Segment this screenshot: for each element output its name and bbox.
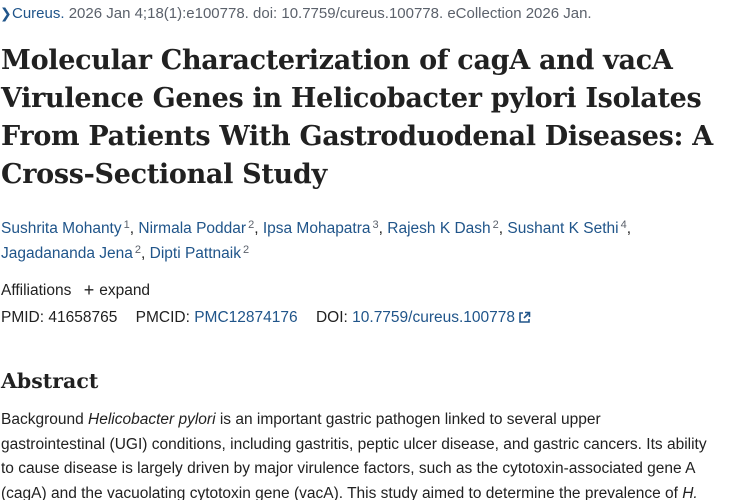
affiliation-ref[interactable]: 1	[123, 219, 130, 231]
doi-link[interactable]	[352, 309, 531, 326]
abstract-text	[1, 408, 750, 500]
doi-value: 10.7759/cureus.100778	[352, 309, 516, 326]
species-abbrev: H.	[682, 484, 698, 500]
affiliation-ref[interactable]: 3	[372, 219, 379, 231]
pmid-label: PMID:	[1, 309, 45, 326]
species-name: Helicobacter pylori	[88, 411, 216, 428]
journal-link[interactable]: Cureus.	[12, 5, 65, 22]
citation-line	[0, 3, 592, 24]
author-link[interactable]: Jagadananda Jena	[1, 245, 133, 262]
authors-list: Sushrita Mohanty $^1$, Nirmala Poddar $^2$, Ipsa Mohapatra $^3$, Rajesh K Dash $^2$, Sushant K Sethi $^4$, Jagadananda Jena $^2$, Dipti Pattnaik $^2$	[1, 219, 632, 262]
affiliations-row	[1, 280, 150, 301]
chevron-right-icon[interactable]: ❯	[0, 5, 12, 21]
abstract-line: gastrointestinal (UGI) conditions, including gastritis, peptic ulcer disease, and gastric cancers. Its ability	[1, 435, 707, 453]
expand-affiliations-button[interactable]	[84, 282, 150, 299]
affiliation-ref[interactable]: 2	[248, 219, 255, 231]
abstract-line: to cause disease is largely driven by major virulence factors, such as the cytotoxin-associated gene A	[1, 460, 696, 477]
author-link[interactable]: Ipsa Mohapatra	[262, 220, 371, 237]
abstract-line: (cagA) and the vacuolating cytotoxin gene (vacA). This study aimed to determine the prevalence of H.	[1, 484, 698, 500]
affiliations-label: Affiliations	[1, 282, 72, 299]
affiliation-ref[interactable]: 2	[242, 244, 250, 256]
affiliation-ref[interactable]: 2	[134, 244, 141, 256]
author-link[interactable]: Nirmala Poddar	[138, 220, 247, 237]
affiliation-ref[interactable]: 4	[620, 219, 627, 231]
doi-label: DOI:	[315, 309, 348, 326]
identifiers-row	[1, 308, 531, 328]
author-link[interactable]: Sushrita Mohanty	[1, 220, 122, 237]
abstract-heading: Abstract	[1, 369, 99, 393]
author-link[interactable]: Sushant K Sethi	[507, 220, 619, 237]
author-link[interactable]: Rajesh K Dash	[387, 220, 491, 237]
abstract-line: Background Helicobacter pylori is an important gastric pathogen linked to several upper	[1, 411, 601, 428]
author-link[interactable]: Dipti Pattnaik	[149, 245, 241, 262]
pmcid-label: PMCID:	[135, 309, 190, 326]
affiliation-ref[interactable]: 2	[492, 219, 499, 231]
external-link-icon	[518, 311, 531, 324]
article-title: Molecular Characterization of cagA and vacA Virulence Genes in Helicobacter pylori Isolates From Patients With Gastroduodenal Diseases: A Cross-Sectional Study	[1, 45, 713, 190]
expand-label: expand	[99, 282, 151, 299]
pmid-value: 41658765	[48, 309, 118, 326]
pmcid-link[interactable]: PMC12874176	[194, 309, 298, 326]
citation-details: 2026 Jan 4;18(1):e100778. doi: 10.7759/cureus.100778. eCollection 2026 Jan.	[64, 5, 592, 22]
plus-icon: +	[83, 280, 95, 300]
